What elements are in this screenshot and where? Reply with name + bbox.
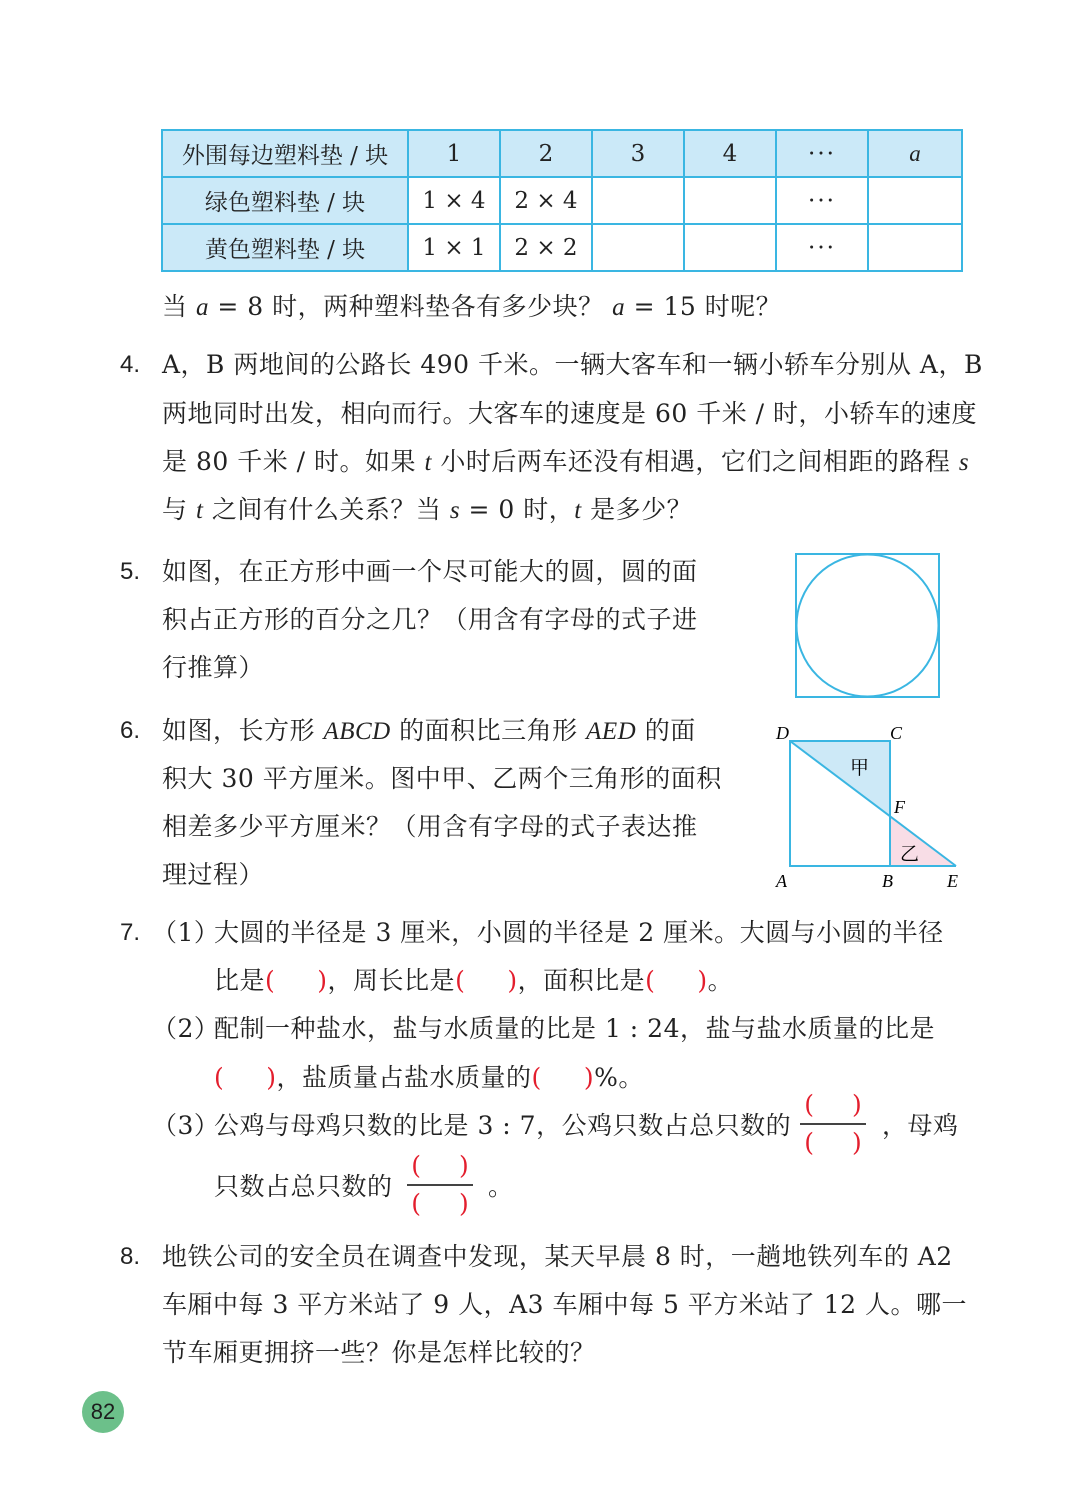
variable-a: a (909, 140, 921, 166)
table-cell (868, 177, 962, 224)
table-row (162, 130, 962, 177)
answer-blank: ( ) (455, 966, 518, 995)
denominator-blank: ( ) (411, 1189, 469, 1218)
label-f: F (894, 797, 905, 817)
table-cell (592, 224, 684, 271)
q4-line: A，B 两地间的公路长 490 千米。一辆大客车和一辆小轿车分别从 A，B (162, 350, 983, 379)
q6-line: 积大 30 平方厘米。图中甲、乙两个三角形的面积 (162, 764, 722, 793)
q5-line: 积占正方形的百分之几？（用含有字母的式子进 (162, 605, 698, 634)
table-cell: 1 (408, 130, 500, 177)
question-number: 6. (120, 717, 141, 744)
table-cell (592, 177, 684, 224)
numerator-blank: ( ) (411, 1151, 469, 1180)
answer-blank: ( ) (214, 1063, 277, 1092)
label-b: B (882, 871, 893, 891)
q8-line: 节车厢更拥挤一些？你是怎样比较的？ (162, 1338, 596, 1367)
table-row (162, 224, 962, 271)
table-cell (868, 224, 962, 271)
q7-line: 大圆的半径是 3 厘米，小圆的半径是 2 厘米。大圆与小圆的半径 (214, 918, 944, 947)
q7-line: 。 (488, 1172, 514, 1201)
q7-part-label: （1） (152, 918, 220, 947)
page-number: 82 (82, 1391, 124, 1433)
q4-line: 两地同时出发，相向而行。大客车的速度是 60 千米 / 时，小轿车的速度 (162, 399, 978, 428)
table-cell: 4 (684, 130, 776, 177)
q3-followup-question: 当 a = 8 时，两种塑料垫各有多少块？ a = 15 时呢？ (162, 292, 782, 321)
table-row (162, 177, 962, 224)
answer-blank: ( ) (531, 1063, 595, 1092)
table-cell (868, 130, 962, 177)
q7-part-label: （3） (152, 1111, 220, 1140)
q8-line: 车厢中每 3 平方米站了 9 人，A3 车厢中每 5 平方米站了 12 人。哪一 (162, 1290, 968, 1319)
fraction-bar (800, 1123, 866, 1125)
table-cell: ··· (776, 177, 868, 224)
q7-line: 公鸡与母鸡只数的比是 3 : 7，公鸡只数占总只数的 (214, 1111, 792, 1140)
label-e: E (947, 871, 958, 891)
table-cell: ··· (776, 130, 868, 177)
q7-line: ( )，盐质量占盐水质量的( )%。 (214, 1063, 644, 1092)
table-cell: 1 × 4 (408, 177, 500, 224)
q5-line: 行推算） (162, 653, 265, 682)
rectangle-triangle-figure (770, 720, 970, 890)
fraction-blank (798, 1091, 868, 1159)
label-yi: 乙 (900, 844, 920, 865)
table-cell: 2 (500, 130, 592, 177)
denominator-blank: ( ) (804, 1128, 862, 1157)
answer-blank: ( ) (265, 966, 328, 995)
q6-line: 相差多少平方厘米？（用含有字母的式子表达推 (162, 812, 698, 841)
numerator-blank: ( ) (804, 1090, 862, 1119)
table-cell: ··· (776, 224, 868, 271)
q4-line: 与 t 之间有什么关系？当 s = 0 时，t 是多少？ (162, 495, 693, 524)
label-c: C (890, 723, 903, 743)
question-number: 7. (120, 919, 141, 946)
q7-line: 比是( )，周长比是( )，面积比是( )。 (214, 966, 734, 995)
circle-in-square-figure (795, 553, 941, 699)
fraction-blank (405, 1152, 475, 1220)
question-number: 4. (120, 351, 141, 378)
fraction-bar (407, 1184, 473, 1186)
q7-line: 配制一种盐水，盐与水质量的比是 1 : 24，盐与盐水质量的比是 (214, 1014, 935, 1043)
row-header: 黄色塑料垫 / 块 (162, 224, 408, 271)
q5-line: 如图，在正方形中画一个尽可能大的圆，圆的面 (162, 557, 698, 586)
row-header: 绿色塑料垫 / 块 (162, 177, 408, 224)
q8-line: 地铁公司的安全员在调查中发现，某天早晨 8 时，一趟地铁列车的 A2 (162, 1242, 953, 1271)
table-cell: 2 × 2 (500, 224, 592, 271)
table-cell (684, 224, 776, 271)
label-a: A (776, 871, 787, 891)
label-jia: 甲 (850, 758, 870, 779)
row-header: 外围每边塑料垫 / 块 (162, 130, 408, 177)
q7-line: 只数占总只数的 (214, 1172, 393, 1201)
table-cell (684, 177, 776, 224)
question-number: 8. (120, 1243, 141, 1270)
question-number: 5. (120, 558, 141, 585)
data-table (161, 129, 963, 272)
circle-shape (797, 555, 939, 697)
table-cell: 3 (592, 130, 684, 177)
q4-line: 是 80 千米 / 时。如果 t 小时后两车还没有相遇，它们之间相距的路程 s (162, 447, 970, 476)
q7-part-label: （2） (152, 1014, 220, 1043)
q6-line: 理过程） (162, 860, 265, 889)
answer-blank: ( ) (645, 966, 708, 995)
q6-line: 如图，长方形 ABCD 的面积比三角形 AED 的面 (162, 716, 696, 745)
label-d: D (776, 723, 789, 743)
q7-line: ，母鸡 (882, 1111, 959, 1140)
table-cell: 1 × 1 (408, 224, 500, 271)
table-cell: 2 × 4 (500, 177, 592, 224)
